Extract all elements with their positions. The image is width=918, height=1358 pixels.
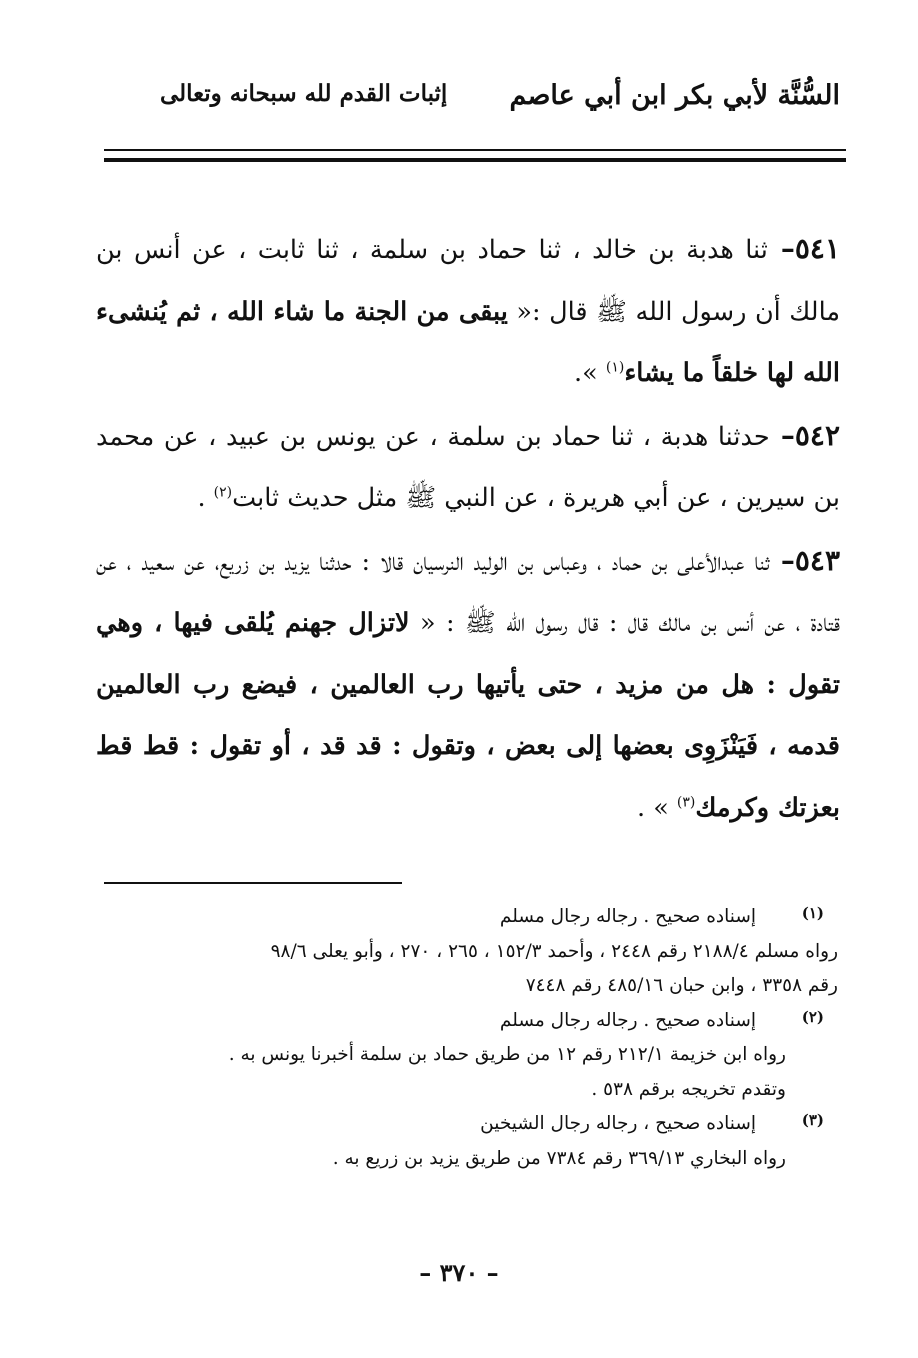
hadith-dash: – [769,418,795,452]
hadith-chain: ثنا هدبة بن خالد ، ثنا حماد بن سلمة ، ثنا ثابت ، عن أنس بن مالك أن رسول الله ﷺ قال :« [96,235,840,327]
hadith-tail: » . [637,792,677,823]
header-rule-thin [104,149,846,151]
footnote-1 [96,900,838,1004]
hadith-dash: – [769,543,795,577]
footnote-line: وتقدم تخريجه برقم ٥٣٨ . [591,1078,786,1100]
hadith-number: ٥٤١ [794,232,841,265]
hadith-body [96,218,840,839]
footnote-grading: إسناده صحيح . رجاله رجال مسلم [499,906,756,927]
footnote-mark: (١) [801,904,824,922]
hadith-542 [96,405,840,530]
footnote-ref[interactable]: (٣) [676,794,696,810]
hadith-541 [96,218,840,405]
page-number: – ٣٧٠ – [419,1258,499,1287]
hadith-chain: ثنا عبدالأعلى بن حماد ، وعباس بن الوليد النرسيان قالا : حدثنا يزيد بن زريع، عن سعيد ، عن قتادة ، عن أنس بن مالك قال : قال رسول الله ﷺ : « [96,546,840,638]
footnotes [96,900,838,1176]
footnote-separator [104,882,402,884]
footnote-3 [96,1107,838,1176]
hadith-tail: . [197,483,214,513]
footnote-grading: إسناده صحيح ، رجاله رجال الشيخين [480,1113,756,1134]
footnote-line: رواه ابن خزيمة ٢١٢/١ رقم ١٢ من طريق حماد بن سلمة أخبرنا يونس به . [228,1044,786,1065]
running-header [100,80,840,124]
hadith-chain: حدثنا هدبة ، ثنا حماد بن سلمة ، عن يونس بن عبيد ، عن محمد بن سيرين ، عن أبي هريرة ، عن النبي ﷺ مثل حديث ثابت [96,421,840,513]
chapter-title: إثبات القدم لله سبحانه وتعالى [160,80,448,107]
hadith-number: ٥٤٢ [794,418,841,452]
hadith-dash: – [767,232,795,265]
book-title: السُّنَّة لأبي بكر ابن أبي عاصم [509,80,840,111]
hadith-tail: ». [574,358,606,388]
footnote-line: رواه البخاري ٣٦٩/١٣ رقم ٧٣٨٤ من طريق يزيد بن زريع به . [332,1147,786,1169]
footnote-mark: (٢) [801,1007,824,1026]
footnote-line: رواه مسلم ٢١٨٨/٤ رقم ٢٤٤٨ ، وأحمد ١٥٢/٣ ، ٢٦٥ ، ٢٧٠ ، وأبو يعلى ٩٨/٦ [270,940,838,962]
header-rule-thick [104,158,846,162]
hadith-matn: يبقى من الجنة ما شاء الله ، ثم يُنشىء الله لها خلقاً ما يشاء [96,296,840,388]
footnote-grading: إسناده صحيح . رجاله رجال مسلم [499,1009,756,1031]
hadith-543 [96,530,840,840]
hadith-number: ٥٤٣ [794,543,840,577]
footnote-line: رقم ٣٣٥٨ ، وابن حبان ٤٨٥/١٦ رقم ٧٤٤٨ [525,975,838,996]
footnote-2 [96,1004,838,1108]
footnote-ref[interactable]: (٢) [213,484,233,501]
footnote-mark: (٣) [801,1111,824,1129]
footnote-ref[interactable]: (١) [605,359,625,376]
hadith-matn: لاتزال جهنم يُلقى فيها ، وهي تقول : هل من مزيد ، حتى يأتيها رب العالمين ، فيضع رب العالمين قدمه ، فَيَنْزَوِى بعضها إلى بعض ، وتقول : قد قد ، أو تقول : قط قط بعزتك وكرمك [96,608,840,823]
